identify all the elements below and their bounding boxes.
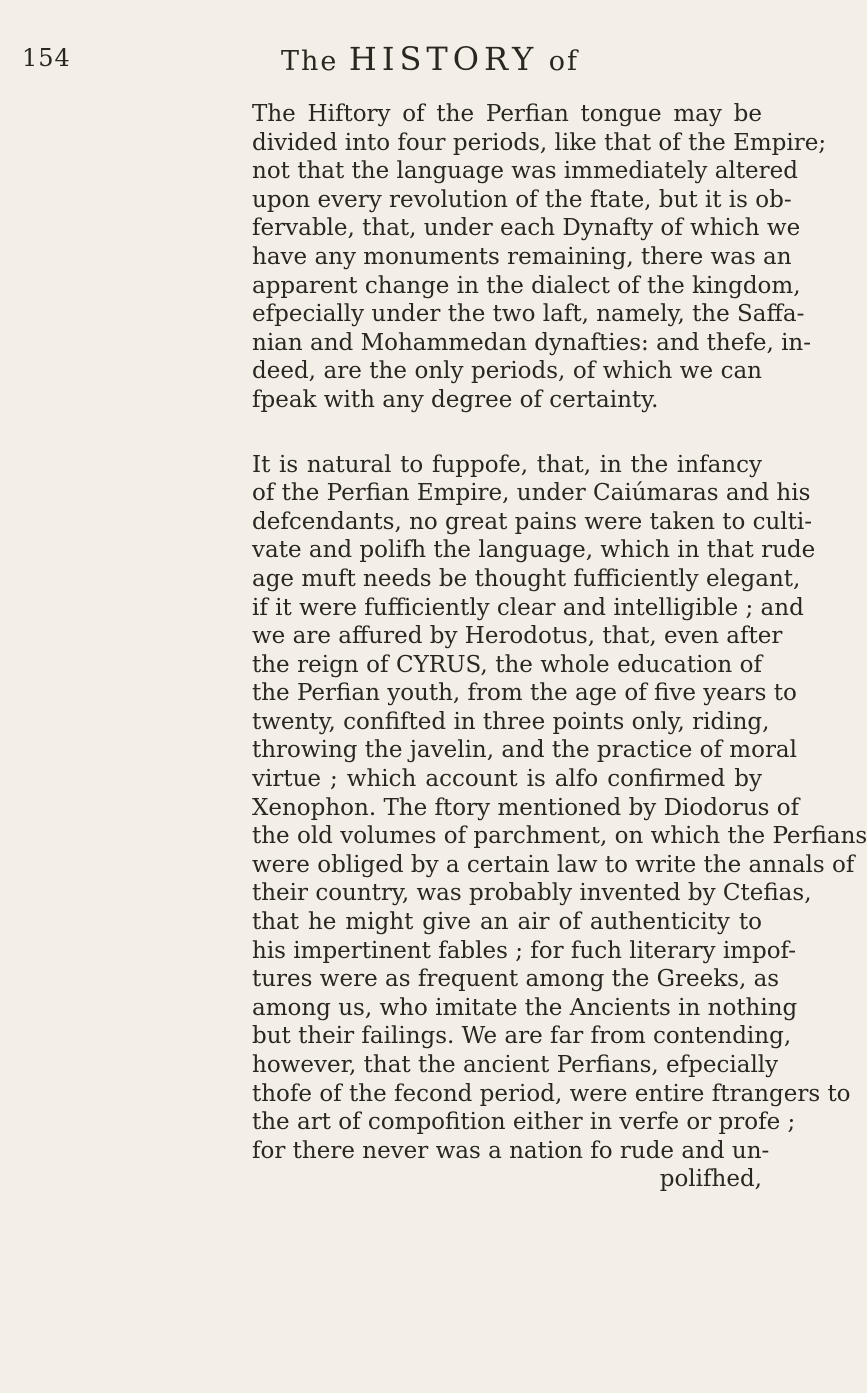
running-head-main: HISTORY [348,40,539,78]
body-text [252,100,867,1194]
text-line: efpecially under the two laft, namely, the Saffa- [252,301,805,328]
text-line: have any monuments remaining, there was an [252,243,792,270]
text-line: fpeak with any degree of certainty. [252,386,659,413]
text-line: their country, was probably invented by Ctefias, [252,880,812,907]
text-line: the old volumes of parchment, on which the Perfians [252,823,867,850]
text-line: virtue ; which account is alfo confirmed by [252,766,762,793]
paragraph-1 [252,100,827,415]
text-line: the art of compofition either in verfe or profe ; [252,1109,796,1136]
text-line: Xenophon. The ftory mentioned by Diodorus of [252,794,800,821]
text-line: thofe of the fecond period, were entire ftrangers to [252,1080,851,1107]
text-line: but their failings. We are far from contending, [252,1023,792,1050]
text-line: the Perfian youth, from the age of five years to [252,680,797,707]
text-line: vate and polifh the language, which in that rude [252,537,816,564]
text-line: divided into four periods, like that of the Empire; [252,129,827,156]
text-line: apparent change in the dialect of the kingdom, [252,272,801,299]
paragraph-gap [252,415,762,451]
text-line: nian and Mohammedan dynafties: and thefe, in- [252,329,812,356]
text-line: that he might give an air of authenticity to [252,909,762,936]
catchword: polifhed, [659,1166,762,1193]
text-line: the reign of CYRUS, the whole education of [252,651,762,678]
text-line: throwing the javelin, and the practice of moral [252,737,798,764]
text-line: were obliged by a certain law to write the annals of [252,851,855,878]
text-line: if it were fufficiently clear and intelligible ; and [252,594,804,621]
text-line: It is natural to fuppofe, that, in the infancy [252,451,762,478]
text-line: his impertinent fables ; for fuch literary impof- [252,937,797,964]
text-line: of the Perfian Empire, under Caiúmaras and his [252,480,811,507]
text-line: not that the language was immediately altered [252,158,798,185]
running-head-post: of [538,46,580,77]
running-head-pre: The [280,46,349,77]
text-line: age muft needs be thought fufficiently elegant, [252,565,801,592]
text-line: deed, are the only periods, of which we can [252,358,762,385]
text-line: defcendants, no great pains were taken to culti- [252,508,813,535]
text-line: tures were as frequent among the Greeks, as [252,966,780,993]
text-line: The Hiftory of the Perfian tongue may be [252,101,762,127]
running-head [0,40,800,78]
paragraph-2 [252,451,867,1166]
page-number: 154 [22,44,71,72]
text-line: we are affured by Herodotus, that, even after [252,623,783,650]
text-line: upon every revolution of the ftate, but it is ob- [252,186,792,213]
text-line: fervable, that, under each Dynafty of which we [252,215,801,242]
text-line: among us, who imitate the Ancients in nothing [252,994,798,1021]
text-line: for there never was a nation fo rude and un- [252,1137,770,1164]
text-line: however, that the ancient Perfians, efpecially [252,1052,779,1078]
text-line: twenty, confifted in three points only, riding, [252,708,770,735]
